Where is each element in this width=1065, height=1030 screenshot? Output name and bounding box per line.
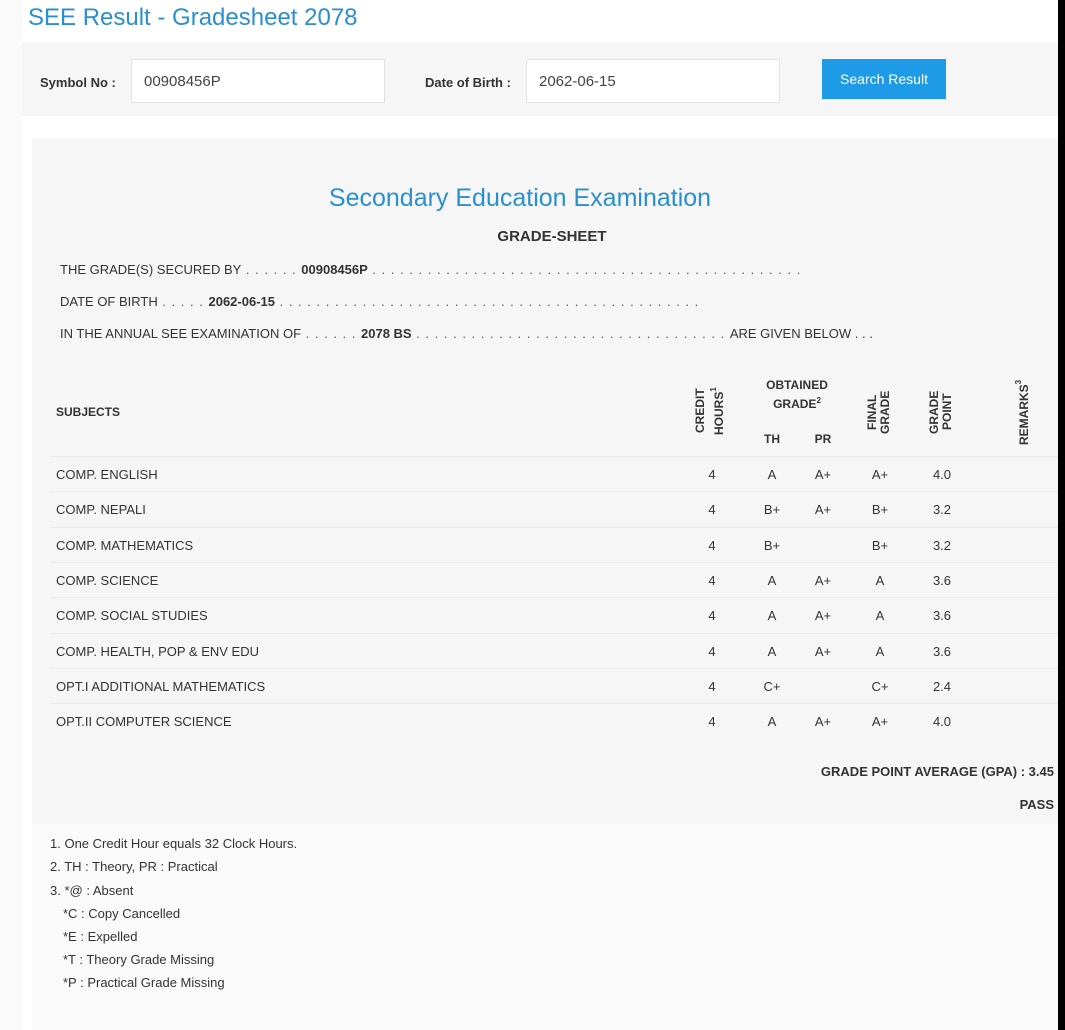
grade-point-cell: 4.0 <box>932 714 952 729</box>
subject-cell: OPT.II COMPUTER SCIENCE <box>56 714 232 729</box>
credit-cell: 4 <box>708 573 716 588</box>
result-status: PASS <box>1019 797 1054 812</box>
credit-hours-header: CREDIT HOURS$^1$ <box>693 387 726 435</box>
gpa-summary: GRADE POINT AVERAGE (GPA) : 3.45 <box>820 764 1054 779</box>
right-edge <box>1058 0 1065 1030</box>
th-cell: C+ <box>763 679 781 694</box>
grade-header: GRADE$^2$ <box>773 396 821 411</box>
search-result-button[interactable]: Search Result <box>822 59 946 99</box>
pr-cell: A+ <box>814 502 832 517</box>
note-item: *T : Theory Grade Missing <box>63 952 215 967</box>
sheet-title: Secondary Education Examination <box>328 184 712 212</box>
subject-cell: COMP. ENGLISH <box>56 467 158 482</box>
credit-cell: 4 <box>708 467 716 482</box>
note-item: *E : Expelled <box>63 929 138 944</box>
symbol-no-input[interactable]: 00908456P <box>131 59 385 103</box>
page-title: SEE Result - Gradesheet 2078 <box>28 4 358 31</box>
th-cell: A <box>767 467 777 482</box>
pr-cell <box>808 528 838 563</box>
table-row <box>50 703 1058 739</box>
grade-point-header: GRADE POINT <box>927 390 954 434</box>
credit-cell: 4 <box>708 538 716 553</box>
pr-cell: A+ <box>814 573 832 588</box>
subject-cell: COMP. HEALTH, POP & ENV EDU <box>56 644 259 659</box>
note-item: 1. One Credit Hour equals 32 Clock Hours. <box>50 836 298 851</box>
notes-section <box>32 824 1058 1030</box>
pr-cell <box>808 669 838 704</box>
table-row <box>50 668 1058 704</box>
final-grade-cell: B+ <box>871 538 889 553</box>
dob-label: Date of Birth : <box>425 75 511 90</box>
grade-point-cell: 3.6 <box>932 573 952 588</box>
th-header: TH <box>764 432 780 446</box>
grade-point-cell: 4.0 <box>932 467 952 482</box>
pr-cell: A+ <box>814 644 832 659</box>
table-row <box>50 456 1058 492</box>
secured-by-line: THE GRADE(S) SECURED BY . . . . . . 00908456P . . . . . . . . . . . . . . . . . . . . . . . . . . . . . . . . . . . . . . . . . . . . . . . <box>60 262 802 277</box>
dob-input[interactable]: 2062-06-15 <box>526 59 780 103</box>
subjects-header: SUBJECTS <box>56 405 121 419</box>
exam-value: 2078 BS <box>361 326 412 341</box>
final-grade-cell: A+ <box>871 467 889 482</box>
grade-point-cell: 3.6 <box>932 644 952 659</box>
table-row <box>50 597 1058 633</box>
credit-cell: 4 <box>708 608 716 623</box>
secured-by-value: 00908456P <box>301 262 368 277</box>
pr-cell: A+ <box>814 714 832 729</box>
credit-cell: 4 <box>708 644 716 659</box>
exam-suffix: ARE GIVEN BELOW . . . <box>729 326 873 341</box>
left-edge <box>0 0 22 1030</box>
table-row <box>50 562 1058 598</box>
obtained-header: OBTAINED <box>766 378 828 392</box>
final-grade-cell: A <box>875 573 885 588</box>
subject-cell: COMP. SOCIAL STUDIES <box>56 608 208 623</box>
grade-point-cell: 2.4 <box>932 679 952 694</box>
sheet-dob-label: DATE OF BIRTH <box>60 294 158 309</box>
th-cell: A <box>767 608 777 623</box>
credit-cell: 4 <box>708 679 716 694</box>
sheet-subtitle: GRADE-SHEET <box>497 228 607 245</box>
final-grade-cell: A <box>875 644 885 659</box>
final-grade-cell: C+ <box>871 679 889 694</box>
th-cell: A <box>767 714 777 729</box>
subject-cell: COMP. SCIENCE <box>56 573 159 588</box>
th-cell: B+ <box>763 502 781 517</box>
th-cell: A <box>767 644 777 659</box>
pr-cell: A+ <box>814 608 832 623</box>
symbol-no-label: Symbol No : <box>40 75 116 90</box>
final-grade-cell: A+ <box>871 714 889 729</box>
note-item: 3. *@ : Absent <box>50 883 134 898</box>
note-item: 2. TH : Theory, PR : Practical <box>50 859 218 874</box>
note-item: *C : Copy Cancelled <box>63 906 181 921</box>
dob-line: DATE OF BIRTH . . . . . 2062-06-15 . . . . . . . . . . . . . . . . . . . . . . . . . . . . . . . . . . . . . . . . . . . . . . <box>60 294 700 309</box>
exam-line: IN THE ANNUAL SEE EXAMINATION OF . . . . . . 2078 BS . . . . . . . . . . . . . . . . . . . . . . . . . . . . . . . . . . ARE GIVEN BELOW . . . <box>60 326 873 341</box>
grade-point-cell: 3.6 <box>932 608 952 623</box>
table-row <box>50 527 1058 563</box>
subject-cell: OPT.I ADDITIONAL MATHEMATICS <box>56 679 266 694</box>
table-row <box>50 633 1058 669</box>
remarks-header: REMARKS$^3$ <box>1014 379 1031 445</box>
exam-label: IN THE ANNUAL SEE EXAMINATION OF <box>60 326 302 341</box>
pr-header: PR <box>814 432 832 446</box>
table-row <box>50 491 1058 527</box>
final-grade-cell: A <box>875 608 885 623</box>
pr-cell: A+ <box>814 467 832 482</box>
subject-cell: COMP. MATHEMATICS <box>56 538 194 553</box>
credit-cell: 4 <box>708 714 716 729</box>
th-cell: B+ <box>763 538 781 553</box>
final-grade-cell: B+ <box>871 502 889 517</box>
sheet-dob-value: 2062-06-15 <box>208 294 275 309</box>
final-grade-header: FINAL GRADE <box>865 390 892 434</box>
subject-cell: COMP. NEPALI <box>56 502 146 517</box>
note-item: *P : Practical Grade Missing <box>63 975 225 990</box>
credit-cell: 4 <box>708 502 716 517</box>
grade-point-cell: 3.2 <box>932 502 952 517</box>
th-cell: A <box>767 573 777 588</box>
secured-by-label: THE GRADE(S) SECURED BY <box>60 262 242 277</box>
grade-point-cell: 3.2 <box>932 538 952 553</box>
